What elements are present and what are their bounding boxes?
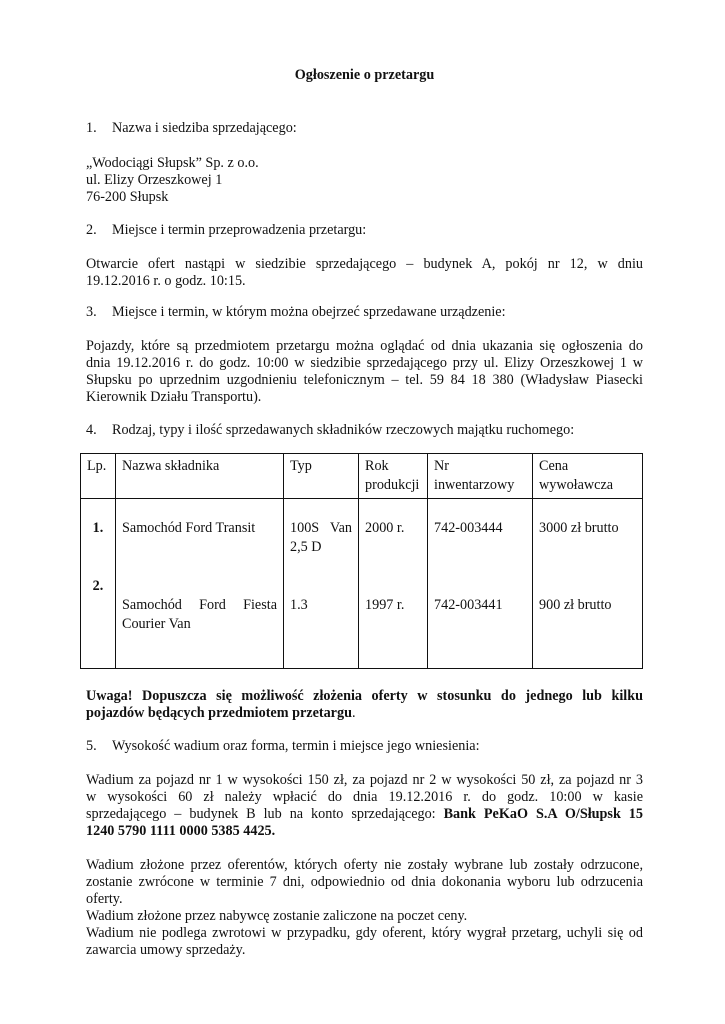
seller-street: ul. Elizy Orzeszkowej 1: [86, 172, 223, 188]
cell-year: 2000 r. 1997 r.: [359, 499, 428, 669]
header-price: Cena wywoławcza: [533, 454, 643, 499]
section-3-text-line: dnia 19.12.2016 r. do godz. 10:00 w siedzibie sprzedającego przy ul. Elizy Orzeszkowej 1 w: [86, 355, 643, 371]
section-5-text-line: zawarcia umowy sprzedaży.: [86, 942, 246, 958]
section-5-text-line: 1240 5790 1111 0000 5385 4425.: [86, 823, 276, 839]
section-5-text-line: Wadium złożone przez oferentów, których oferty nie zostały wybrane lub zostały odrzucone,: [86, 857, 643, 873]
section-5-text-line: Wadium za pojazd nr 1 w wysokości 150 zł, za pojazd nr 2 w wysokości 50 zł, za pojazd nr 3: [86, 772, 643, 788]
warning-line: Uwaga! Dopuszcza się możliwość złożenia oferty w stosunku do jednego lub kilku: [86, 688, 643, 704]
warning-line: pojazdów będących przedmiotem przetargu.: [86, 705, 356, 721]
cell-lp: 1. 2.: [81, 499, 116, 669]
cell-inventory: 742-003444 742-003441: [428, 499, 533, 669]
seller-city: 76-200 Słupsk: [86, 189, 169, 205]
cell-price: 3000 zł brutto 900 zł brutto: [533, 499, 643, 669]
section-5-text-line: Wadium nie podlega zwrotowi w przypadku, gdy oferent, który wygrał przetarg, uchyli się od: [86, 925, 643, 941]
seller-name: „Wodociągi Słupsk” Sp. z o.o.: [86, 155, 259, 171]
table-row: [81, 499, 643, 669]
cell-name: Samochód Ford Transit Samochód Ford Fiesta Courier Van: [116, 499, 284, 669]
section-5-text-line: Wadium złożone przez nabywcę zostanie zaliczone na poczet ceny.: [86, 908, 468, 924]
section-5-text-line: w wysokości 60 zł należy wpłacić do dnia 19.12.2016 r. do godz. 10:00 w kasie: [86, 789, 643, 805]
document-title: Ogłoszenie o przetargu: [294, 67, 435, 83]
assets-table: [80, 453, 643, 669]
header-inventory: Nr inwentarzowy: [428, 454, 533, 499]
section-3-text-line: Słupsku po uprzednim uzgodnieniu telefonicznym – tel. 59 84 18 380 (Władysław Piasecki: [86, 372, 643, 388]
section-5-text-line: zostanie zwrócone w terminie 7 dni, odpowiednio od dnia dokonania wyboru lub odrzucenia: [86, 874, 643, 890]
section-2-text-line: Otwarcie ofert nastąpi w siedzibie sprzedającego – budynek A, pokój nr 12, w dniu: [86, 256, 643, 272]
section-3-text-line: Kierownik Działu Transportu).: [86, 389, 262, 405]
header-lp: Lp.: [81, 454, 116, 499]
section-3-text-line: Pojazdy, które są przedmiotem przetargu można oglądać od dnia ukazania się ogłoszenia do: [86, 338, 643, 354]
cell-type: 100S Van 2,5 D 1.3: [284, 499, 359, 669]
table-header-row: [81, 454, 643, 499]
section-5-text-line: sprzedającego – budynek B lub na konto sprzedającego: Bank PeKaO S.A O/Słupsk 15: [86, 806, 643, 822]
header-name: Nazwa składnika: [116, 454, 284, 499]
header-type: Typ: [284, 454, 359, 499]
section-5-text-line: oferty.: [86, 891, 123, 907]
section-2-text-line: 19.12.2016 r. o godz. 10:15.: [86, 273, 246, 289]
header-year: Rok produkcji: [359, 454, 428, 499]
